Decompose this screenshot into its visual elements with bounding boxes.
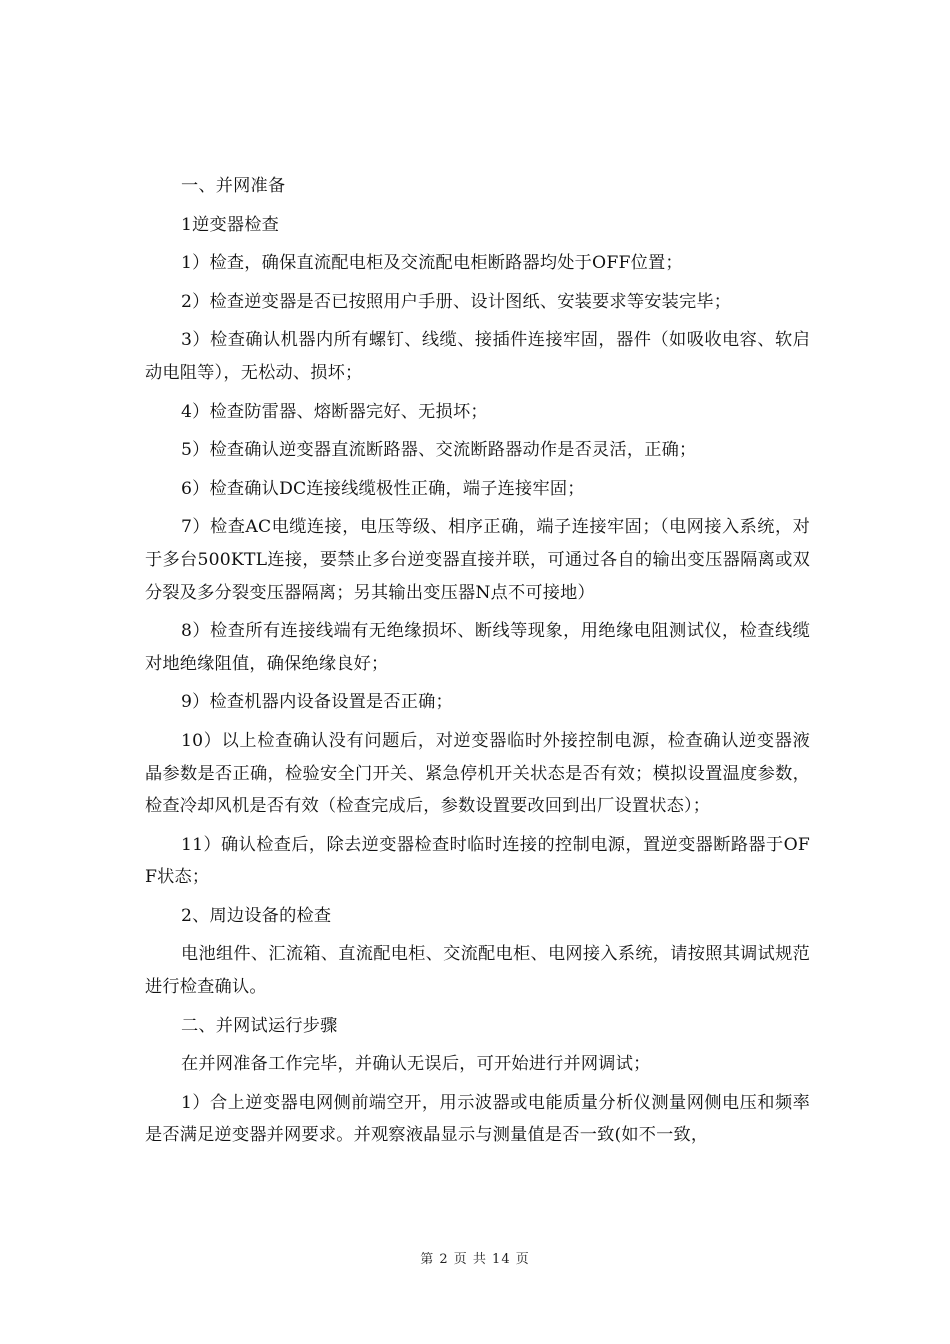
list-item-4: 4）检查防雷器、熔断器完好、无损坏； <box>181 401 488 422</box>
list-item-5: 5）检查确认逆变器直流断路器、交流断路器动作是否灵活，正确； <box>181 440 697 461</box>
list-item-11: 11）确认检查后，除去逆变器检查时临时连接的控制电源，置逆变器断路器于OFF状态； <box>145 834 810 888</box>
list-item-9: 9）检查机器内设备设置是否正确； <box>181 692 453 713</box>
paragraph-trial-run-intro: 在并网准备工作完毕，并确认无误后，可开始进行并网调试； <box>181 1054 651 1075</box>
list-item-step-1: 1）合上逆变器电网侧前端空开，用示波器或电能质量分析仪测量网侧电压和频率是否满足逆变器并网要求。并观察液晶显示与测量值是否一致(如不一致， <box>145 1092 810 1146</box>
document-body <box>145 170 810 1152</box>
list-item-10: 10）以上检查确认没有问题后，对逆变器临时外接控制电源，检查确认逆变器液晶参数是否正确，检验安全门开关、紧急停机开关状态是否有效；模拟设置温度参数，检查冷却风机是否有效（检查完成后，参数设置要改回到出厂设置状态）； <box>145 730 810 817</box>
list-item-6: 6）检查确认DC连接线缆极性正确，端子连接牢固； <box>181 478 585 499</box>
section-heading-grid-preparation: 一、并网准备 <box>181 176 286 196</box>
paragraph-peripheral-description: 电池组件、汇流箱、直流配电柜、交流配电柜、电网接入系统，请按照其调试规范进行检查确认。 <box>145 944 810 998</box>
list-item-1: 1）检查，确保直流配电柜及交流配电柜断路器均处于OFF位置； <box>181 253 683 274</box>
subsection-heading-inverter-check: 1逆变器检查 <box>181 214 280 235</box>
list-item-3: 3）检查确认机器内所有螺钉、线缆、接插件连接牢固，器件（如吸收电容、软启动电阻等），无松动、损坏； <box>145 330 810 383</box>
list-item-8: 8）检查所有连接线端有无绝缘损坏、断线等现象，用绝缘电阻测试仪，检查线缆对地绝缘阻值，确保绝缘良好； <box>145 621 810 674</box>
section-heading-trial-run: 二、并网试运行步骤 <box>181 1015 338 1036</box>
subsection-heading-peripheral-check: 2、周边设备的检查 <box>181 905 332 926</box>
list-item-7: 7）检查AC电缆连接，电压等级、相序正确，端子连接牢固；（电网接入系统，对于多台500KTL连接，要禁止多台逆变器直接并联，可通过各自的输出变压器隔离或双分裂及多分裂变压器隔离；另其输出变压器N点不可接地） <box>145 517 810 603</box>
list-item-2: 2）检查逆变器是否已按照用户手册、设计图纸、安装要求等安装完毕； <box>181 291 732 312</box>
page-footer: 第 2 页 共 14 页 <box>420 1252 530 1267</box>
